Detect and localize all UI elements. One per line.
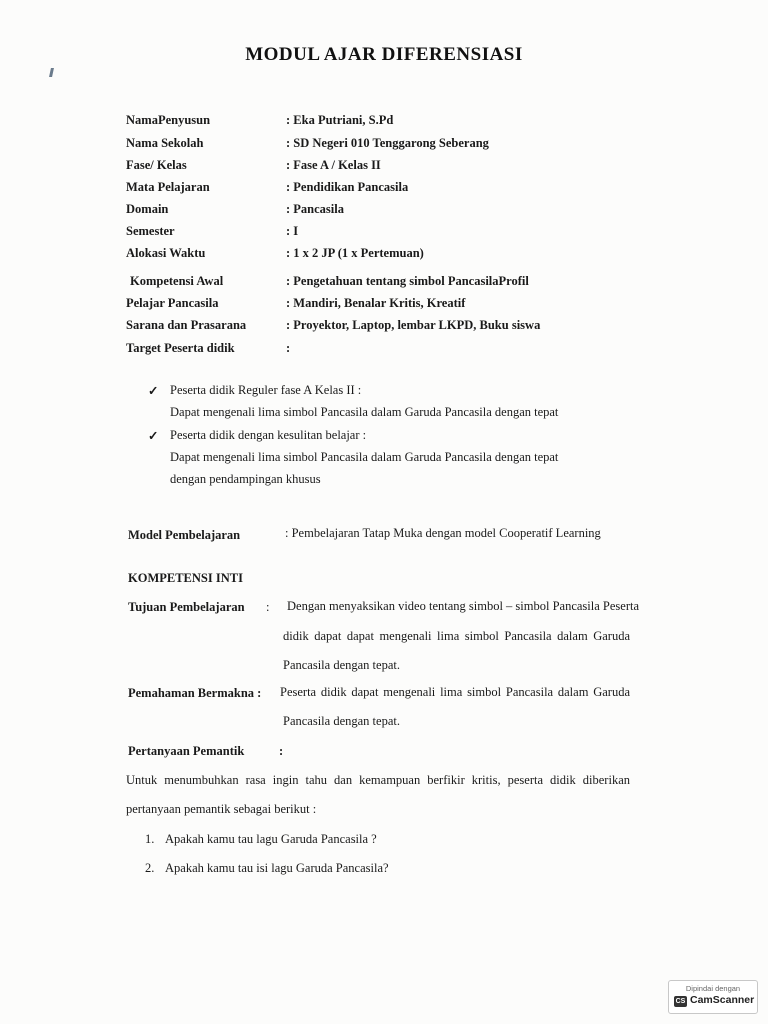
camscanner-logo-icon: CS <box>675 998 686 1005</box>
info-label: NamaPenyusun <box>126 113 211 127</box>
model-value: : Pembelajaran Tatap Muka dengan model Cooperatif Learning <box>285 526 601 540</box>
question-number: 1. <box>145 832 155 846</box>
tujuan-line: Dengan menyaksikan video tentang simbol – simbol Pancasila Peserta <box>287 599 640 613</box>
info-value: : <box>286 341 291 355</box>
tujuan-colon: : <box>266 600 270 614</box>
question-text: Apakah kamu tau lagu Garuda Pancasila ? <box>165 832 377 846</box>
page-title: MODUL AJAR DIFERENSIASI <box>245 44 523 65</box>
info-value: : Pengetahuan tentang simbol PancasilaProfil <box>286 274 529 288</box>
tujuan-line: Pancasila dengan tepat. <box>283 658 400 672</box>
section-heading-kompetensi-inti: KOMPETENSI INTI <box>128 571 243 585</box>
checkmark-icon: ✓ <box>148 384 159 398</box>
info-value: : Mandiri, Benalar Kritis, Kreatif <box>286 296 466 310</box>
model-label: Model Pembelajaran <box>128 528 241 542</box>
target-line: Dapat mengenali lima simbol Pancasila dalam Garuda Pancasila dengan tepat <box>170 405 559 419</box>
info-label: Target Peserta didik <box>126 341 235 355</box>
question-item <box>145 861 389 876</box>
watermark-brand: CamScanner <box>690 994 755 1006</box>
scan-margin-mark <box>49 68 54 77</box>
info-label: Kompetensi Awal <box>130 274 224 288</box>
info-value: : Pancasila <box>286 202 344 216</box>
tujuan-line: didik dapat dapat mengenali lima simbol Pancasila dalam Garuda <box>283 629 630 643</box>
checkmark-icon: ✓ <box>148 429 159 443</box>
pemantik-intro-line: Untuk menumbuhkan rasa ingin tahu dan kemampuan berfikir kritis, peserta didik diberikan <box>126 773 630 787</box>
info-label: Fase/ Kelas <box>126 158 187 172</box>
info-value: : Eka Putriani, S.Pd <box>286 113 394 127</box>
question-number: 2. <box>145 861 155 875</box>
pemahaman-line: Peserta didik dapat mengenali lima simbol Pancasila dalam Garuda <box>280 685 630 699</box>
info-value: : I <box>286 224 299 238</box>
target-line: Dapat mengenali lima simbol Pancasila dalam Garuda Pancasila dengan tepat <box>170 450 559 464</box>
pemantik-intro-line: pertanyaan pemantik sebagai berikut : <box>126 802 317 816</box>
pemantik-colon: : <box>279 744 284 758</box>
info-value: : SD Negeri 010 Tenggarong Seberang <box>286 136 489 150</box>
info-label: Semester <box>126 224 175 238</box>
watermark-caption: Dipindai dengan <box>685 984 741 993</box>
target-line: dengan pendampingan khusus <box>170 472 321 486</box>
question-item <box>145 832 377 847</box>
info-label: Alokasi Waktu <box>126 246 206 260</box>
info-label: Domain <box>126 202 169 216</box>
info-value: : Pendidikan Pancasila <box>286 180 409 194</box>
info-value: : 1 x 2 JP (1 x Pertemuan) <box>286 246 424 260</box>
info-value: : Proyektor, Laptop, lembar LKPD, Buku siswa <box>286 318 541 332</box>
pemantik-label: Pertanyaan Pemantik <box>128 744 245 758</box>
camscanner-watermark <box>668 980 758 1014</box>
tujuan-label: Tujuan Pembelajaran <box>128 600 245 614</box>
info-label: Nama Sekolah <box>126 136 204 150</box>
pemahaman-label: Pemahaman Bermakna : <box>128 686 262 700</box>
target-heading: Peserta didik dengan kesulitan belajar : <box>170 428 367 442</box>
question-text: Apakah kamu tau isi lagu Garuda Pancasila? <box>165 861 389 875</box>
info-label: Mata Pelajaran <box>126 180 210 194</box>
info-label: Pelajar Pancasila <box>126 296 219 310</box>
info-value: : Fase A / Kelas II <box>286 158 381 172</box>
target-heading: Peserta didik Reguler fase A Kelas II : <box>170 383 362 397</box>
info-label: Sarana dan Prasarana <box>126 318 247 332</box>
pemahaman-line: Pancasila dengan tepat. <box>283 714 400 728</box>
